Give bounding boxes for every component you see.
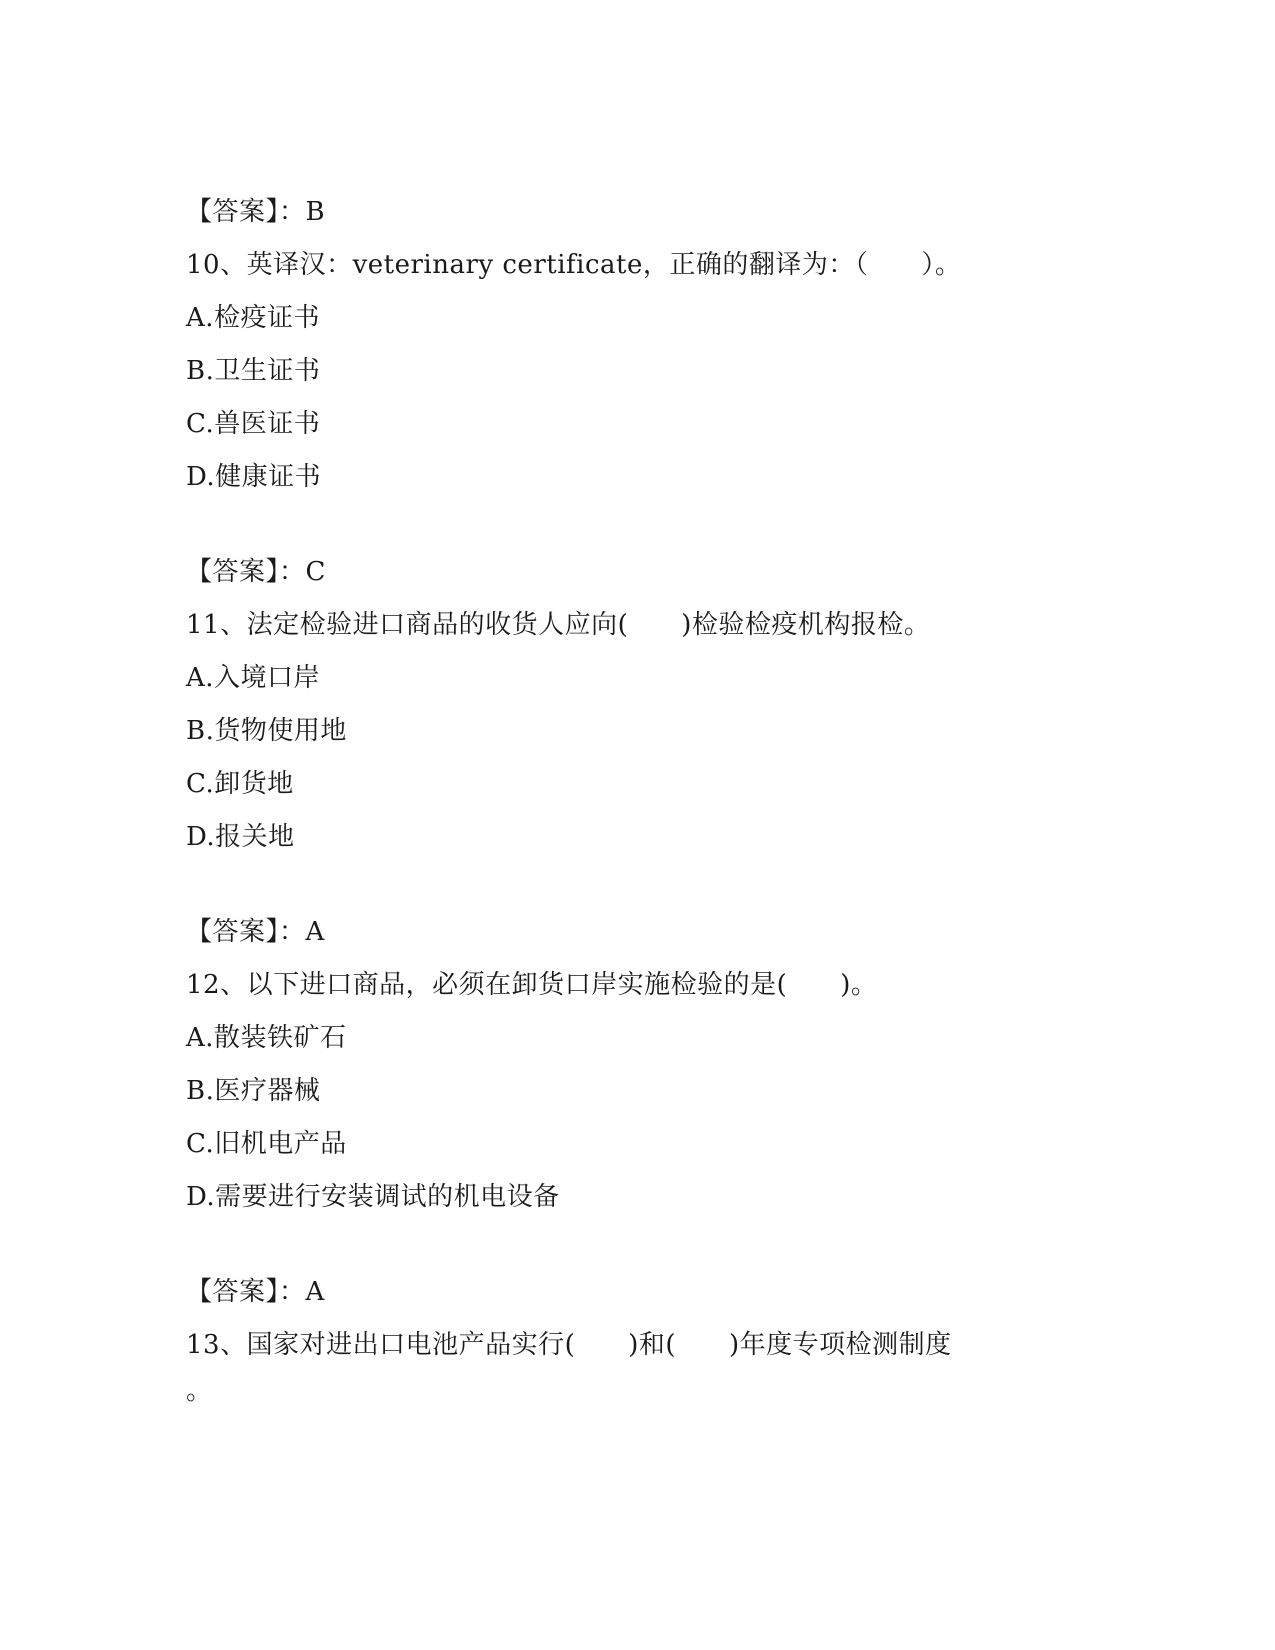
answer-9: 【答案】：B (186, 197, 326, 227)
question-10: 10、英译汉：veterinary certificate，正确的翻译为：（ ）。 (186, 250, 962, 280)
answer-11: 【答案】：A (186, 917, 325, 947)
q12-option-a: A.散装铁矿石 (186, 1023, 347, 1053)
q11-option-d: D.报关地 (186, 822, 295, 852)
question-12: 12、以下进口商品，必须在卸货口岸实施检验的是( )。 (186, 970, 878, 1000)
q12-option-c: C.旧机电产品 (186, 1129, 347, 1159)
q12-option-d: D.需要进行安装调试的机电设备 (186, 1182, 560, 1212)
answer-12: 【答案】：A (186, 1277, 325, 1307)
q10-option-b: B.卫生证书 (186, 356, 321, 386)
question-11: 11、法定检验进口商品的收货人应向( )检验检疫机构报检。 (186, 610, 931, 640)
q11-option-b: B.货物使用地 (186, 716, 347, 746)
q11-option-c: C.卸货地 (186, 769, 294, 799)
q12-option-b: B.医疗器械 (186, 1076, 321, 1106)
q10-option-c: C.兽医证书 (186, 409, 321, 439)
answer-10: 【答案】：C (186, 557, 326, 587)
q10-option-a: A.检疫证书 (186, 303, 321, 333)
question-13-continuation: 。 (186, 1376, 213, 1406)
question-13: 13、国家对进出口电池产品实行( )和( )年度专项检测制度 (186, 1330, 952, 1360)
q10-option-d: D.健康证书 (186, 462, 322, 492)
q11-option-a: A.入境口岸 (186, 663, 321, 693)
